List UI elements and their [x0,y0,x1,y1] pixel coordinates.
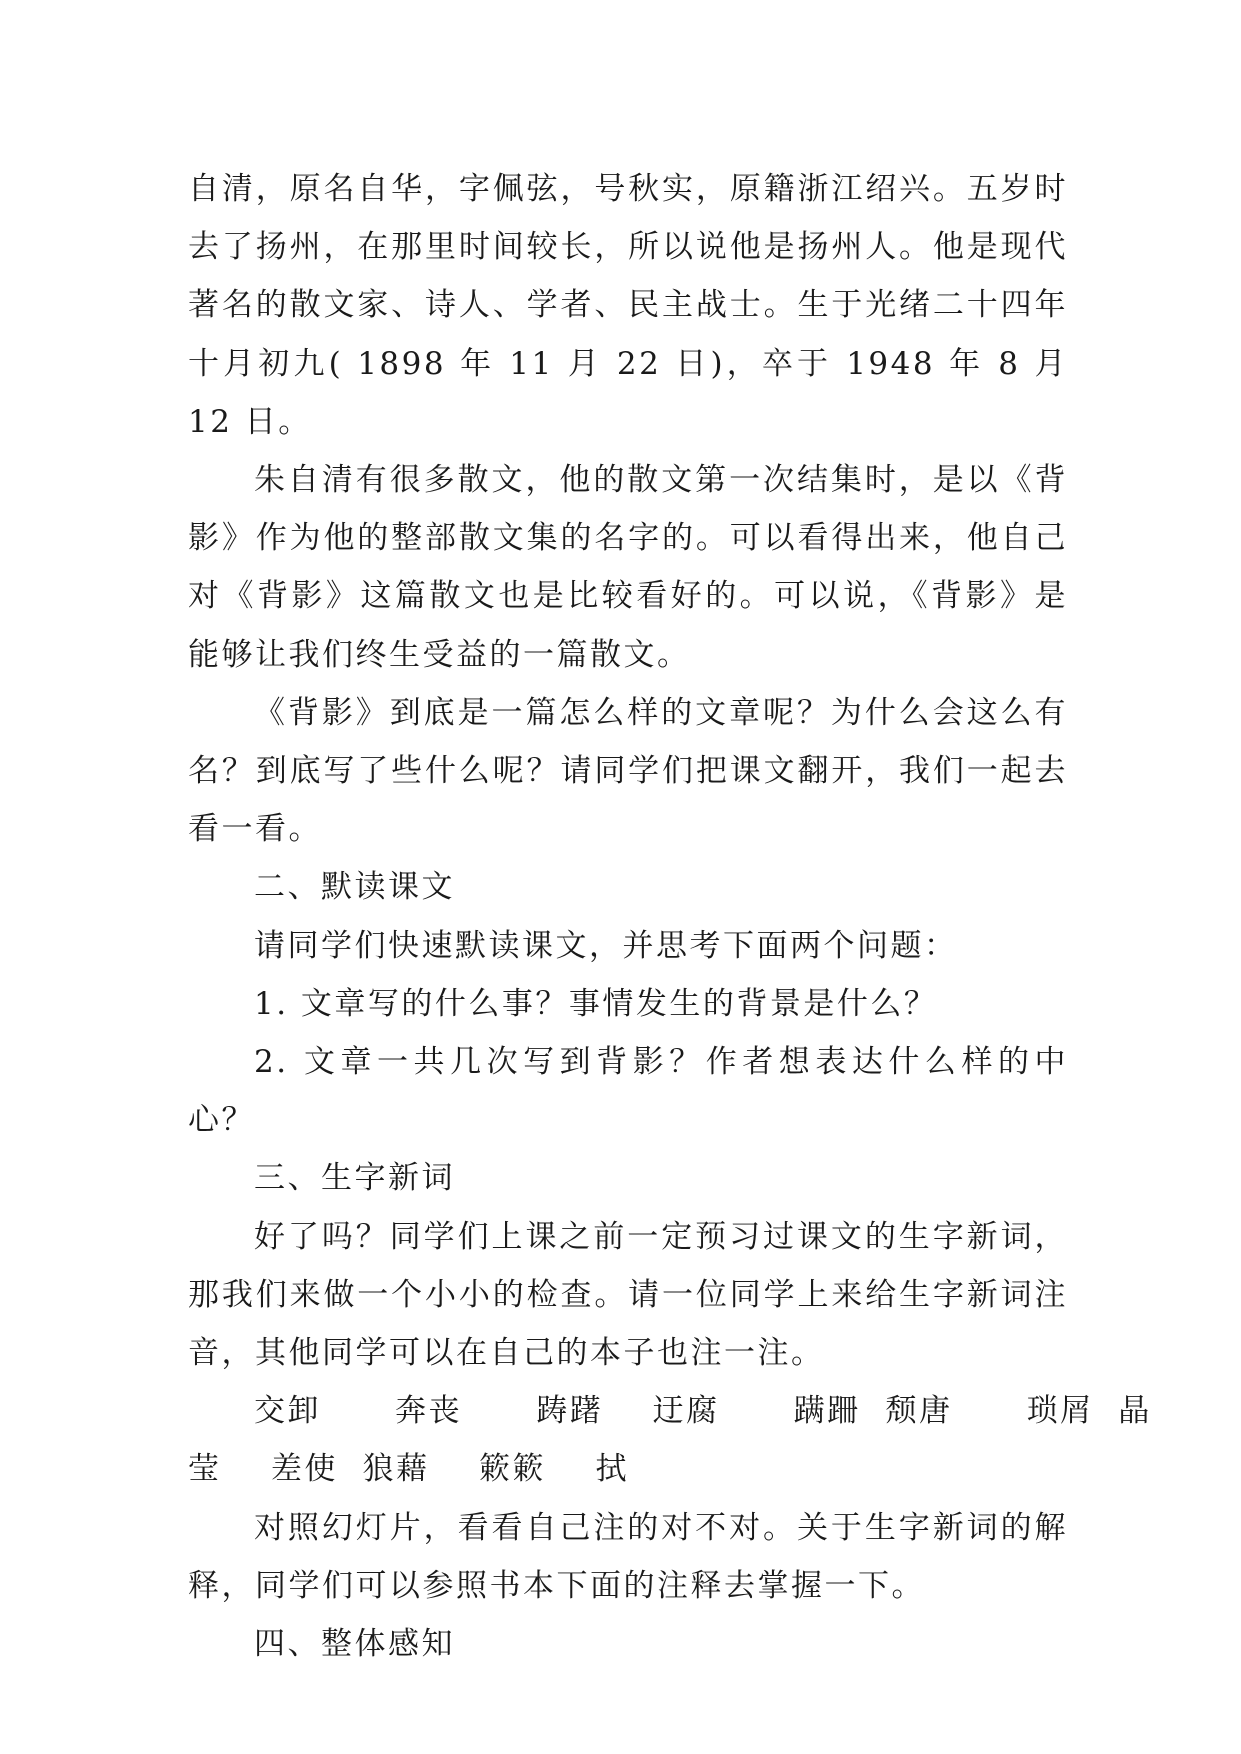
vocabulary-check-paragraph: 好了吗？同学们上课之前一定预习过课文的生字新词，那我们来做一个小小的检查。请一位同学上来给生字新词注音，其他同学可以在自己的本子也注一注。 [188,1218,1068,1372]
document-body [188,160,1152,1673]
author-bio-paragraph: 自清，原名自华，字佩弦，号秋实，原籍浙江绍兴。五岁时去了扬州，在那里时间较长，所以说他是扬州人。他是现代著名的散文家、诗人、学者、民主战士。生于光绪二十四年十月初九( 1898 年 11 月 22 日)，卒于 1948 年 8 月 12 日。 [188,171,1068,440]
section-heading-overall-perception: 四、整体感知 [254,1626,455,1663]
section-heading-silent-reading: 二、默读课文 [254,869,455,906]
vocabulary-list-line-1: 交卸 奔丧 踌躇 迂腐 蹒跚 颓唐 琐屑 晶 [254,1393,1152,1430]
vocabulary-list-line-2: 莹 差使 狼藉 簌簌 拭 [188,1451,629,1488]
question-item-1: 1. 文章写的什么事？事情发生的背景是什么？ [254,985,938,1022]
introduction-question-paragraph: 《背影》到底是一篇怎么样的文章呢？为什么会这么有名？到底写了些什么呢？请同学们把课文翻开，我们一起去看一看。 [188,694,1068,848]
essay-collection-paragraph: 朱自清有很多散文，他的散文第一次结集时，是以《背影》作为他的整部散文集的名字的。可以看得出来，他自己对《背影》这篇散文也是比较看好的。可以说，《背影》是能够让我们终生受益的一篇散文。 [188,462,1068,673]
reading-instruction-paragraph: 请同学们快速默读课文，并思考下面两个问题： [254,927,958,964]
slide-check-paragraph: 对照幻灯片，看看自己注的对不对。关于生字新词的解释，同学们可以参照书本下面的注释去掌握一下。 [188,1509,1068,1604]
question-item-2: 2. 文章一共几次写到背影？作者想表达什么样的中心？ [188,1044,1068,1139]
section-heading-new-words: 三、生字新词 [254,1160,455,1197]
